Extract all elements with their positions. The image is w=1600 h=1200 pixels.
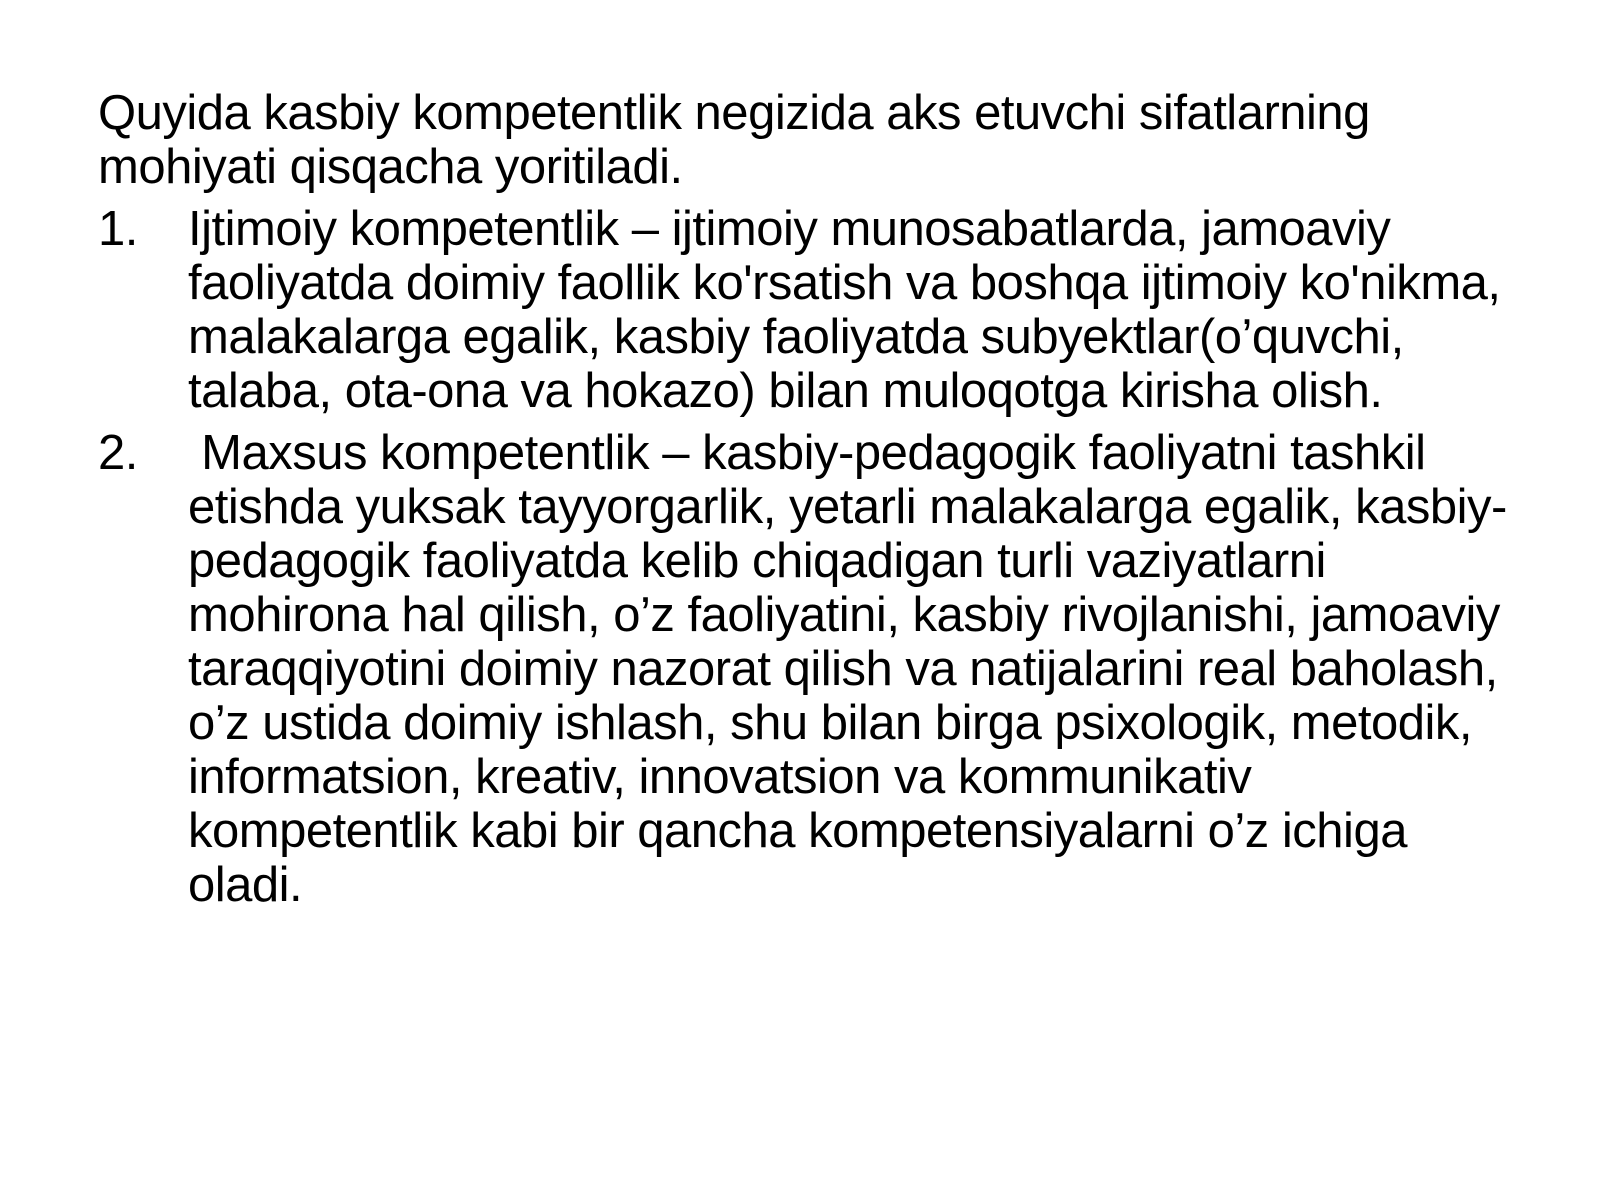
list-item <box>98 202 1518 418</box>
list-item <box>98 426 1518 912</box>
slide-body <box>98 86 1518 920</box>
list-item-number: 1. <box>98 202 138 256</box>
list-item-number: 2. <box>98 426 138 480</box>
list-item-text: Ijtimoiy kompetentlik – ijtimoiy munosabatlarda, jamoaviy faoliyatda doimiy faollik ko'rsatish va boshqa ijtimoiy ko'nikma, malakalarga egalik, kasbiy faoliyatda subyektlar(o’quvchi, talaba, ota-ona va hokazo) bilan muloqotga kirisha olish. <box>188 202 1501 418</box>
list-item-text: Maxsus kompetentlik – kasbiy-pedagogik faoliyatni tashkil etishda yuksak tayyorgarlik, yetarli malakalarga egalik, kasbiy-pedagogik faoliyatda kelib chiqadigan turli vaziyatlarni mohirona hal qilish, o’z faoliyatini, kasbiy rivojlanishi, jamoaviy taraqqiyotini doimiy nazorat qilish va natijalarini real baholash, o’z ustida doimiy ishlash, shu bilan birga psixologik, metodik, informatsion, kreativ, innovatsion va kommunikativ kompetentlik kabi bir qancha kompetensiyalarni o’z ichiga oladi. <box>188 426 1513 912</box>
intro-paragraph: Quyida kasbiy kompetentlik negizida aks etuvchi sifatlarning mohiyati qisqacha yoritiladi. <box>98 86 1370 194</box>
